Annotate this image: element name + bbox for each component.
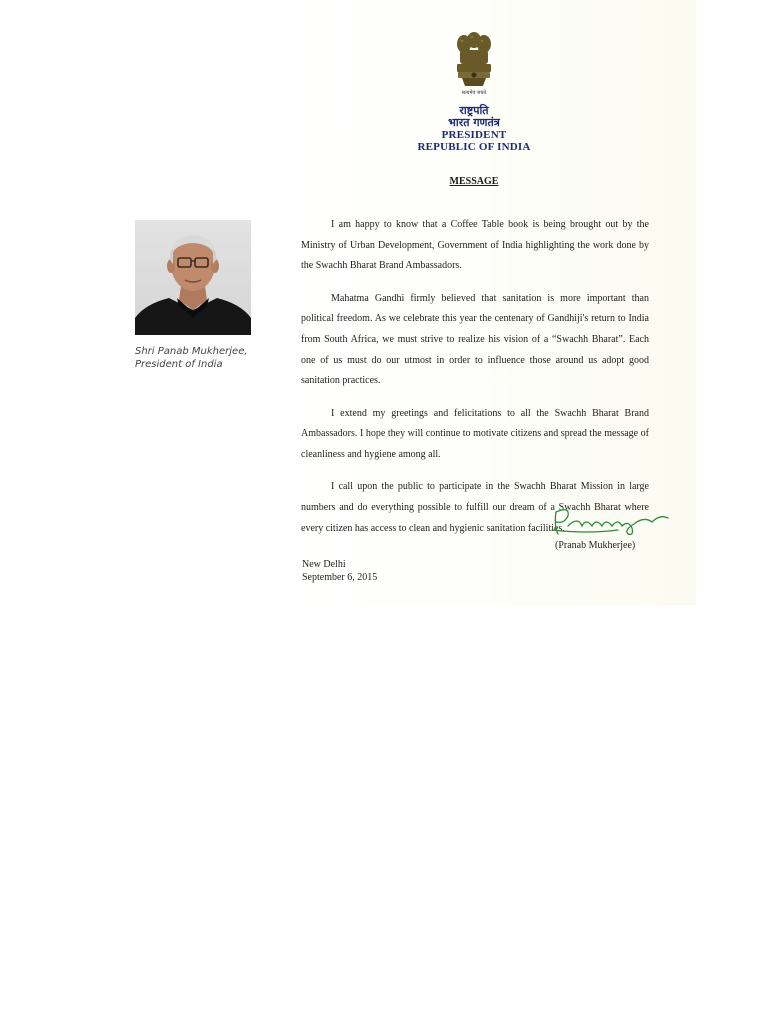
message-paragraph-3: I extend my greetings and felicitations to all the Swachh Bharat Brand Ambassadors. I hope they will continue to motivate citizens and spread the message of cleanliness and hygiene among all.	[301, 407, 649, 461]
letterhead-hindi-title: राष्ट्रपति	[459, 104, 489, 117]
letterhead-subtitle: REPUBLIC OF INDIA	[417, 141, 531, 153]
photo-caption-name: Shri Panab Mukherjee,	[135, 346, 248, 357]
message-paragraph-2: Mahatma Gandhi firmly believed that sanitation is more important than political freedom. As we celebrate this year the centenary of Gandhiji's return to India from South Africa, we must strive to realize his vision of a “Swachh Bharat”. Each one of us must do our utmost in order to influence those around us adopt good sanitation practices.	[301, 292, 649, 387]
photo-caption-title: President of India	[135, 359, 223, 370]
portrait-illustration	[135, 220, 251, 335]
emblem-motto: सत्यमेव जयते	[461, 90, 487, 96]
letterhead	[376, 105, 572, 153]
message-body	[301, 215, 649, 551]
letter-place: New Delhi	[302, 559, 346, 570]
letterhead-title: PRESIDENT	[441, 129, 507, 141]
place-date	[302, 558, 377, 584]
letterhead-hindi-subtitle: भारत गणतंत्र	[448, 116, 500, 129]
signatory-name: (Pranab Mukherjee)	[555, 540, 636, 551]
portrait-photo	[135, 220, 251, 335]
letter-date: September 6, 2015	[302, 572, 378, 583]
message-paragraph-1: I am happy to know that a Coffee Table book is being brought out by the Ministry of Urban Development, Government of India highlighting the work done by the Swachh Bharat Brand Ambassadors.	[301, 219, 649, 272]
photo-caption	[135, 345, 275, 371]
message-heading: MESSAGE	[449, 176, 499, 187]
handwritten-signature	[548, 504, 674, 540]
national-emblem-icon	[452, 28, 496, 98]
message-paragraph-4: I call upon the public to participate in the Swachh Bharat Mission in large numbers and do everything possible to fulfill our dream of a Swachh Bharat where every citizen has access to clean and hygienic sanitation facilities.	[301, 481, 649, 534]
